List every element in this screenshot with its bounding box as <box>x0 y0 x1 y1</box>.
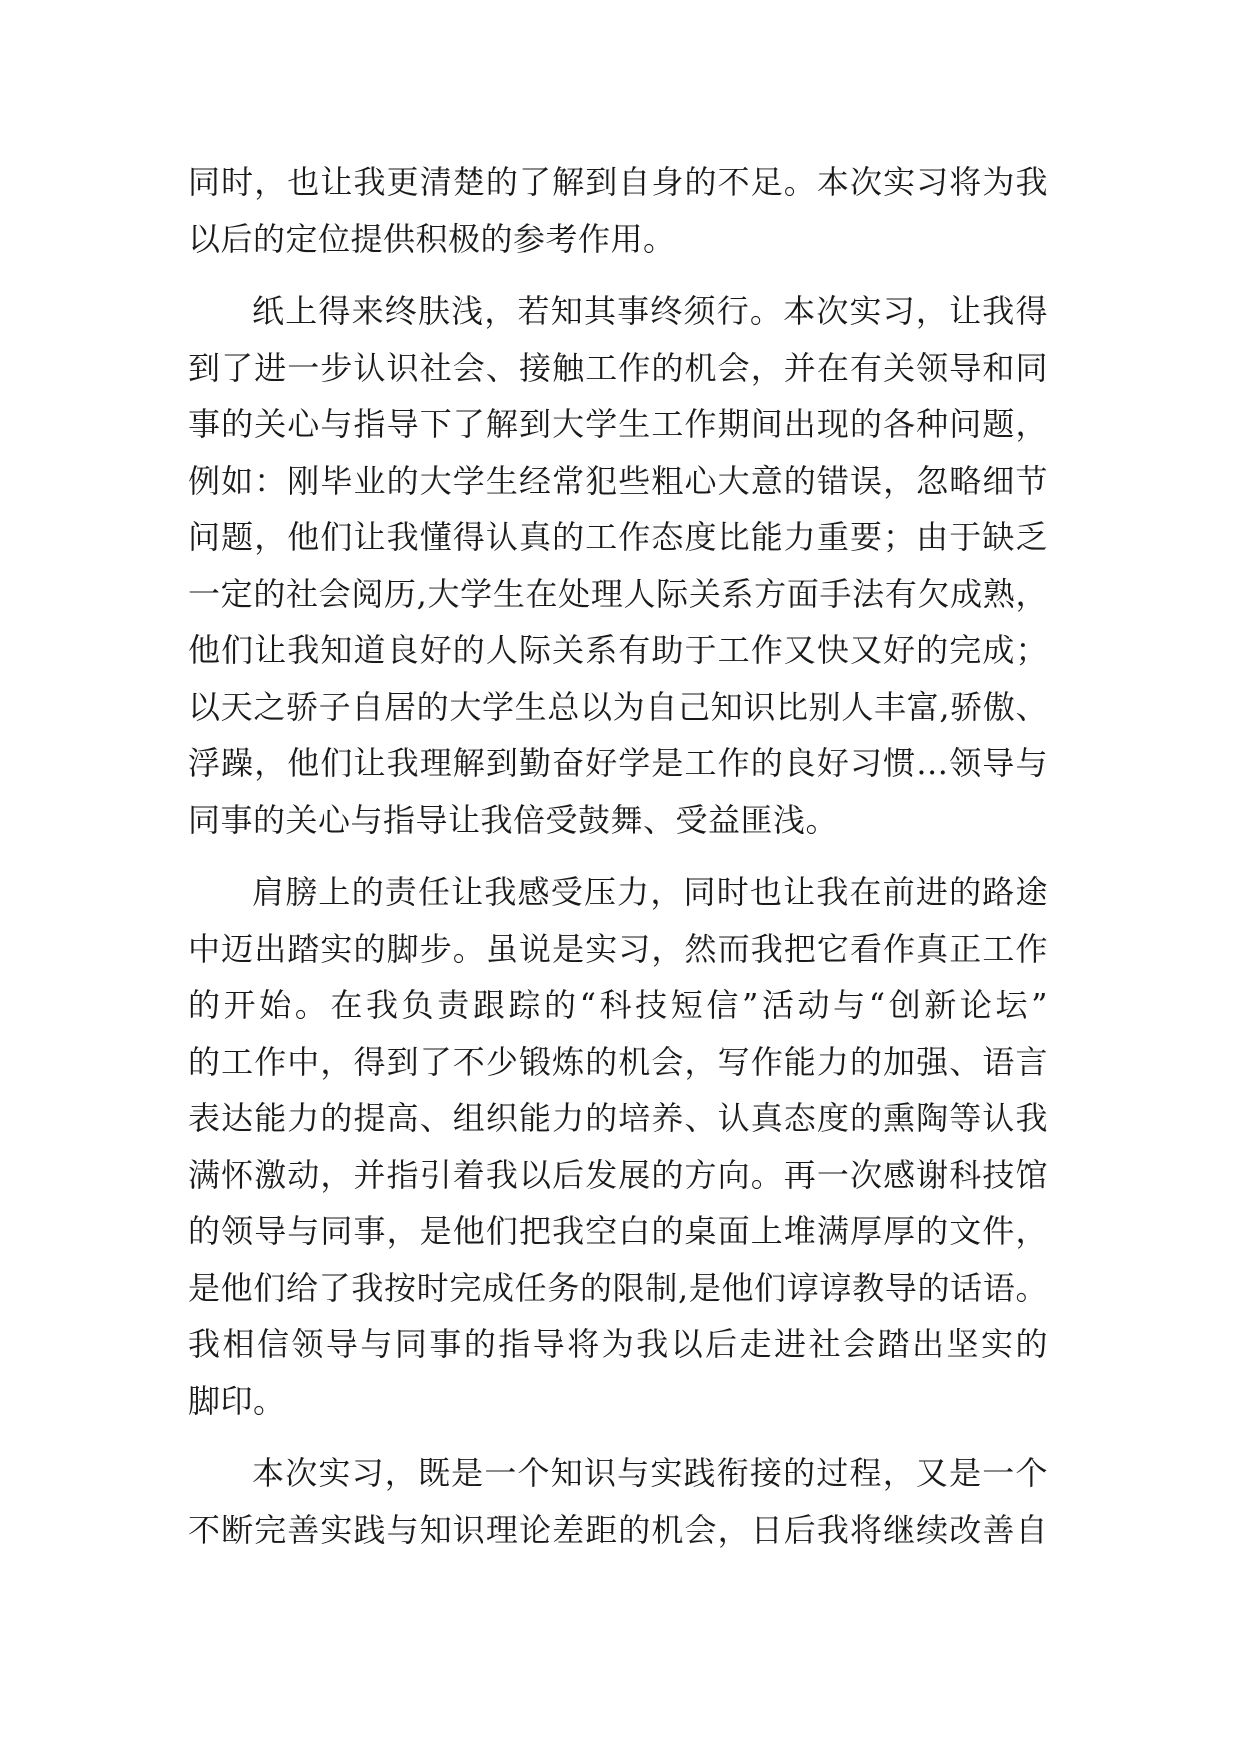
text-line: 是他们给了我按时完成任务的限制,是他们谆谆教导的话语。 <box>188 1268 1048 1307</box>
text-line: 表达能力的提高、组织能力的培养、认真态度的熏陶等认我 <box>188 1099 1048 1137</box>
text-line: 以后的定位提供积极的参考作用。 <box>188 219 676 258</box>
text-line: 的领导与同事，是他们把我空白的桌面上堆满厚厚的文件， <box>188 1212 1048 1250</box>
paragraph-1 <box>188 154 1048 267</box>
text-line: 同时，也让我更清楚的了解到自身的不足。本次实习将为我 <box>188 163 1048 201</box>
text-line: 脚印。 <box>188 1381 286 1420</box>
text-line: 中迈出踏实的脚步。虽说是实习，然而我把它看作真正工作 <box>188 929 1048 968</box>
paragraph-3 <box>188 864 1048 1429</box>
text-line: 的工作中，得到了不少锻炼的机会，写作能力的加强、语言 <box>188 1042 1048 1081</box>
text-line: 一定的社会阅历,大学生在处理人际关系方面手法有欠成熟， <box>188 574 1048 613</box>
text-line: 浮躁，他们让我理解到勤奋好学是工作的良好习惯…领导与 <box>188 744 1048 782</box>
text-line: 的开始。在我负责跟踪的“科技短信”活动与“创新论坛” <box>188 986 1048 1024</box>
text-line: 我相信领导与同事的指导将为我以后走进社会踏出坚实的 <box>188 1325 1048 1363</box>
text-line: 以天之骄子自居的大学生总以为自己知识比别人丰富,骄傲、 <box>188 687 1048 726</box>
text-line: 他们让我知道良好的人际关系有助于工作又快又好的完成； <box>188 631 1048 669</box>
text-line: 例如：刚毕业的大学生经常犯些粗心大意的错误，忽略细节 <box>188 461 1048 500</box>
text-line: 满怀激动，并指引着我以后发展的方向。再一次感谢科技馆 <box>188 1155 1048 1194</box>
paragraph-2 <box>188 283 1048 848</box>
text-line: 不断完善实践与知识理论差距的机会，日后我将继续改善自 <box>188 1510 1048 1549</box>
text-line: 本次实习，既是一个知识与实践衔接的过程，又是一个 <box>252 1454 1048 1492</box>
document-body <box>188 154 1048 1558</box>
paragraph-4 <box>188 1445 1048 1558</box>
text-line: 事的关心与指导下了解到大学生工作期间出现的各种问题， <box>188 405 1048 443</box>
text-line: 到了进一步认识社会、接触工作的机会，并在有关领导和同 <box>188 348 1048 387</box>
text-line: 同事的关心与指导让我倍受鼓舞、受益匪浅。 <box>188 800 839 839</box>
text-line: 问题，他们让我懂得认真的工作态度比能力重要；由于缺乏 <box>188 518 1048 556</box>
text-line: 纸上得来终肤浅，若知其事终须行。本次实习，让我得 <box>252 292 1048 330</box>
text-line: 肩膀上的责任让我感受压力，同时也让我在前进的路途 <box>252 873 1048 911</box>
